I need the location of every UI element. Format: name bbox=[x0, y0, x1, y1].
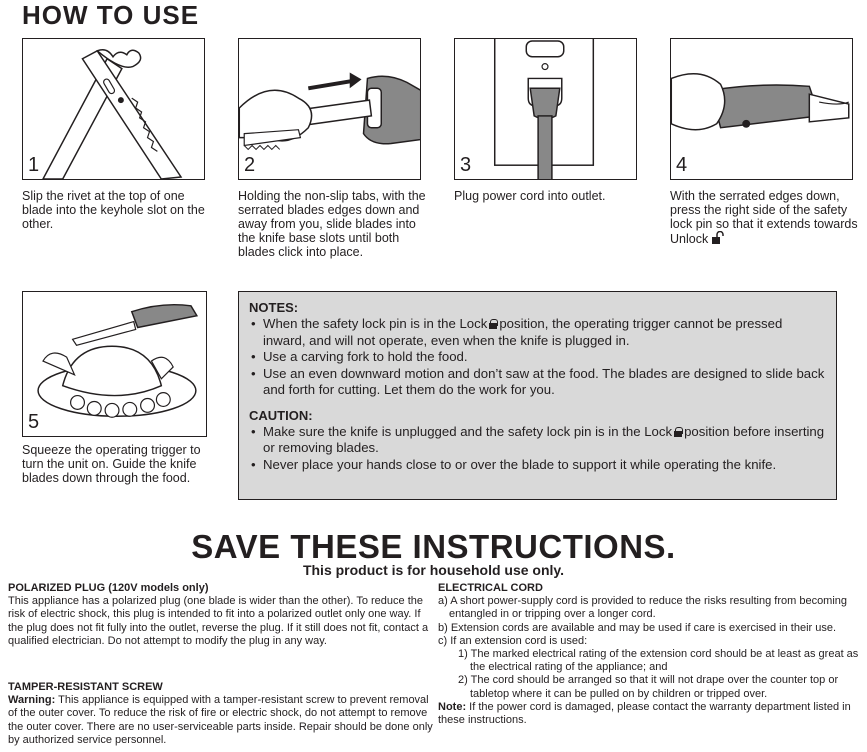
section-heading: TAMPER-RESISTANT SCREW bbox=[8, 681, 163, 693]
step-1-illustration bbox=[22, 38, 205, 180]
notes-item-1b: position, the operating trigger cannot be pressed inward, and will not operate, even when the knife is plugged in. bbox=[263, 316, 783, 348]
caution-item-1a: Make sure the knife is unplugged and the safety lock pin is in the Lock bbox=[263, 423, 673, 439]
list-item: a) A short power-supply cord is provided to reduce the risks resulting from becoming entangled in or tripping over a longer cord. bbox=[438, 595, 848, 621]
step-number: 2 bbox=[244, 154, 256, 176]
step-number: 4 bbox=[676, 154, 688, 176]
step-3-illustration bbox=[454, 38, 637, 180]
plug-outlet-illustration bbox=[455, 39, 636, 179]
list-item: b) Extension cords are available and may be used if care is exercised in their use. bbox=[438, 621, 837, 634]
step-4-caption bbox=[670, 189, 860, 246]
list-item: • Never place your hands close to or over the blade to support it while operating the knife. bbox=[249, 457, 826, 474]
caution-item-1b: position before inserting or removing blades. bbox=[263, 423, 825, 455]
household-use-subtitle: This product is for household use only. bbox=[302, 562, 565, 578]
unlock-icon bbox=[712, 231, 726, 244]
caution-list bbox=[249, 424, 826, 474]
note-label: Note: bbox=[438, 700, 467, 713]
step-5-caption: Squeeze the operating trigger to turn the unit on. Guide the knife blades down through the food. bbox=[22, 443, 201, 485]
electrical-cord-section bbox=[438, 582, 863, 727]
list-item bbox=[249, 316, 826, 349]
section-body: This appliance has a polarized plug (one blade is wider than the other). To reduce the risk of electric shock, this plug is intended to fit into a polarized outlet only one way. If the plug does not fit fully into the outlet, reverse the plug. If it still does not fit, contact a qualified electrician. Do not attempt to modify the plug in any way. bbox=[8, 595, 429, 647]
list-item: 1) The marked electrical rating of the extension cord should be at least as great as the electrical rating of the appliance; and bbox=[458, 648, 859, 674]
notes-list bbox=[249, 316, 826, 399]
polarized-plug-section bbox=[8, 582, 433, 648]
section-heading: POLARIZED PLUG (120V models only) bbox=[8, 582, 209, 594]
notes-item-1a: When the safety lock pin is in the Lock bbox=[263, 316, 488, 331]
warning-text: This appliance is equipped with a tamper-resistant screw to prevent removal of the outer cover. To reduce the risk of fire or electric shock, do not attempt to remove the outer cover. There are no user-serviceable parts inside. Repair should be done only by authorized service personnel. bbox=[8, 694, 433, 746]
lock-icon bbox=[489, 319, 497, 329]
step-number: 1 bbox=[28, 154, 40, 176]
section-body bbox=[8, 694, 433, 747]
list-item: • Use an even downward motion and don’t saw at the food. The blades are designed to slide back and forth for cutting. Let them do the work for you. bbox=[249, 366, 826, 399]
safety-lock-illustration bbox=[671, 39, 852, 179]
carving-turkey-illustration bbox=[23, 292, 206, 436]
step-3-caption: Plug power cord into outlet. bbox=[454, 189, 606, 203]
section-heading: ELECTRICAL CORD bbox=[438, 582, 543, 594]
step-number: 3 bbox=[460, 154, 472, 176]
note-paragraph bbox=[438, 701, 863, 727]
insert-blades-illustration bbox=[239, 39, 420, 179]
list-item: c) If an extension cord is used: bbox=[438, 634, 588, 647]
notes-caution-box bbox=[238, 291, 837, 500]
page-title: HOW TO USE bbox=[22, 0, 200, 30]
note-text: If the power cord is damaged, please contact the warranty department listed in these instructions. bbox=[438, 700, 851, 727]
list-item bbox=[249, 424, 826, 457]
caution-heading: CAUTION: bbox=[249, 407, 313, 423]
step-2-illustration bbox=[238, 38, 421, 180]
step-5-illustration bbox=[22, 291, 207, 437]
lock-icon bbox=[674, 427, 682, 437]
step-1-caption: Slip the rivet at the top of one blade into the keyhole slot on the other. bbox=[22, 189, 205, 231]
warning-label: Warning: bbox=[8, 694, 56, 707]
step-4-caption-text: With the serrated edges down, press the right side of the safety lock pin so that it extends towards Unlock bbox=[670, 189, 858, 246]
list-item: 2) The cord should be arranged so that it will not drape over the counter top or tabletop where it can be pulled on by children or tripped over. bbox=[458, 674, 839, 700]
tamper-resistant-section bbox=[8, 681, 433, 747]
save-instructions-title: SAVE THESE INSTRUCTIONS. bbox=[191, 528, 676, 565]
blade-rivet-illustration bbox=[23, 39, 204, 179]
step-4-illustration bbox=[670, 38, 853, 180]
notes-heading: NOTES: bbox=[249, 300, 299, 315]
step-number: 5 bbox=[28, 411, 40, 433]
list-item: • Use a carving fork to hold the food. bbox=[249, 349, 826, 366]
step-2-caption: Holding the non-slip tabs, with the serrated blades edges down and away from you, slide blades into the knife base slots until both blades click into place. bbox=[238, 189, 426, 259]
